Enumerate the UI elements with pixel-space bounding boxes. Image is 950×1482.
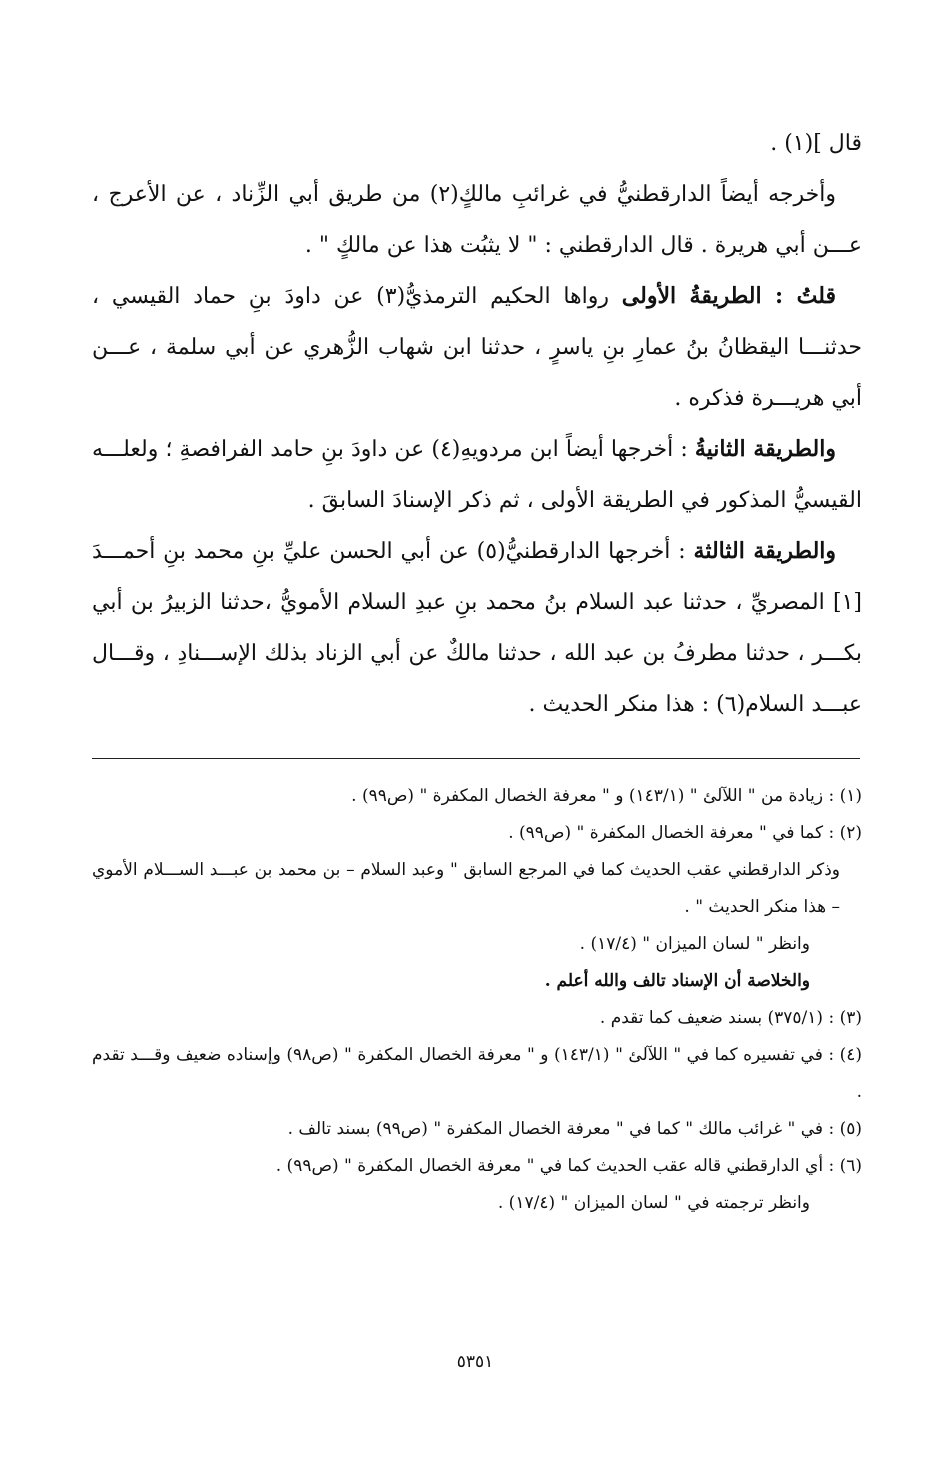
paragraph-4-lead: والطريقة الثالثة	[693, 538, 837, 564]
paragraph-3-body: : أخرجها أيضاً ابن مردويهِ(٤) عن داودَ بنِ حامد الفرافصةِ ؛ ولعلـــه القيسيُّ المذكور في الطريقة الأولى ، ثم ذكر الإسنادَ السابقَ .	[92, 437, 862, 513]
footnote-3: (٣) : (٣٧٥/١) بسند ضعيف كما تقدم .	[599, 1008, 862, 1028]
paragraph-4	[92, 526, 862, 730]
paragraph-2-lead: قلتُ : الطريقةُ الأولى	[621, 283, 836, 309]
footnote-5: (٥) : في " غرائب مالك " كما في " معرفة الخصال المكفرة " (ص٩٩) بسند تالف .	[287, 1119, 862, 1139]
footnote-divider	[92, 758, 860, 759]
footnote-2-conclusion: والخلاصة أن الإسناد تالف والله أعلم .	[544, 971, 810, 991]
paragraph-3-lead: والطريقة الثانيةُ	[694, 436, 836, 462]
footnote-4: (٤) : في تفسيره كما في " اللآلئ " (١٤٣/١) و " معرفة الخصال المكفرة " (ص٩٨) وإسناده ضعيف وقـــد تقدم .	[92, 1045, 862, 1102]
page-number: ٥٣٥١	[456, 1352, 494, 1372]
paragraph-4-body: : أخرجها الدارقطنيُّ(٥) عن أبي الحسن عليِّ بنِ محمد بنِ أحمـــدَ [١] المصريِّ ، حدثنا عبد السلام بنُ محمد بنِ عبدِ السلام الأمويُّ ،حدثنا الزبيرُ بن أبي بكـــر ، حدثنا مطرفُ بن عبد الله ، حدثنا مالكٌ عن أبي الزناد بذلك الإســـنادِ ، وقـــال عبـــد السلام(٦) : هذا منكر الحديث .	[92, 539, 862, 717]
paragraph-0: قال ](١) .	[770, 131, 862, 156]
footnote-2-see-also: وانظر " لسان الميزان " (١٧/٤) .	[579, 934, 810, 954]
paragraph-2-body: رواها الحكيم الترمذيُّ(٣) عن داودَ بنِ حماد القيسي ، حدثنـــا اليقظانُ بنُ عمارِ بنِ ياسرٍ ، حدثنا ابن شهاب الزُّهري عن أبي سلمة ، عـــن أبي هريـــرة فذكره .	[92, 284, 862, 411]
footnote-1: (١) : زيادة من " اللآلئ " (١٤٣/١) و " معرفة الخصال المكفرة " (ص٩٩) .	[351, 786, 862, 806]
paragraph-1: وأخرجه أيضاً الدارقطنيُّ في غرائبِ مالكٍ(٢) من طريق أبي الزِّناد ، عن الأعرج ، عـــن أبي هريرة . قال الدارقطني : " لا يثبُت هذا عن مالكٍ " .	[92, 182, 862, 258]
footnote-2-comment: وذكر الدارقطني عقب الحديث كما في المرجع السابق " وعبد السلام – بن محمد بن عبـــد الســـلام الأموي – هذا منكر الحديث " .	[92, 860, 840, 917]
paragraph-2	[92, 271, 862, 424]
footnote-2: (٢) : كما في " معرفة الخصال المكفرة " (ص٩٩) .	[508, 823, 862, 843]
footnote-6-see-also: وانظر ترجمته في " لسان الميزان " (١٧/٤) .	[497, 1193, 810, 1213]
footnotes	[92, 778, 862, 1222]
footnote-6: (٦) : أي الدارقطني قاله عقب الحديث كما في " معرفة الخصال المكفرة " (ص٩٩) .	[275, 1156, 862, 1176]
main-text	[92, 118, 862, 730]
paragraph-3	[92, 424, 862, 526]
